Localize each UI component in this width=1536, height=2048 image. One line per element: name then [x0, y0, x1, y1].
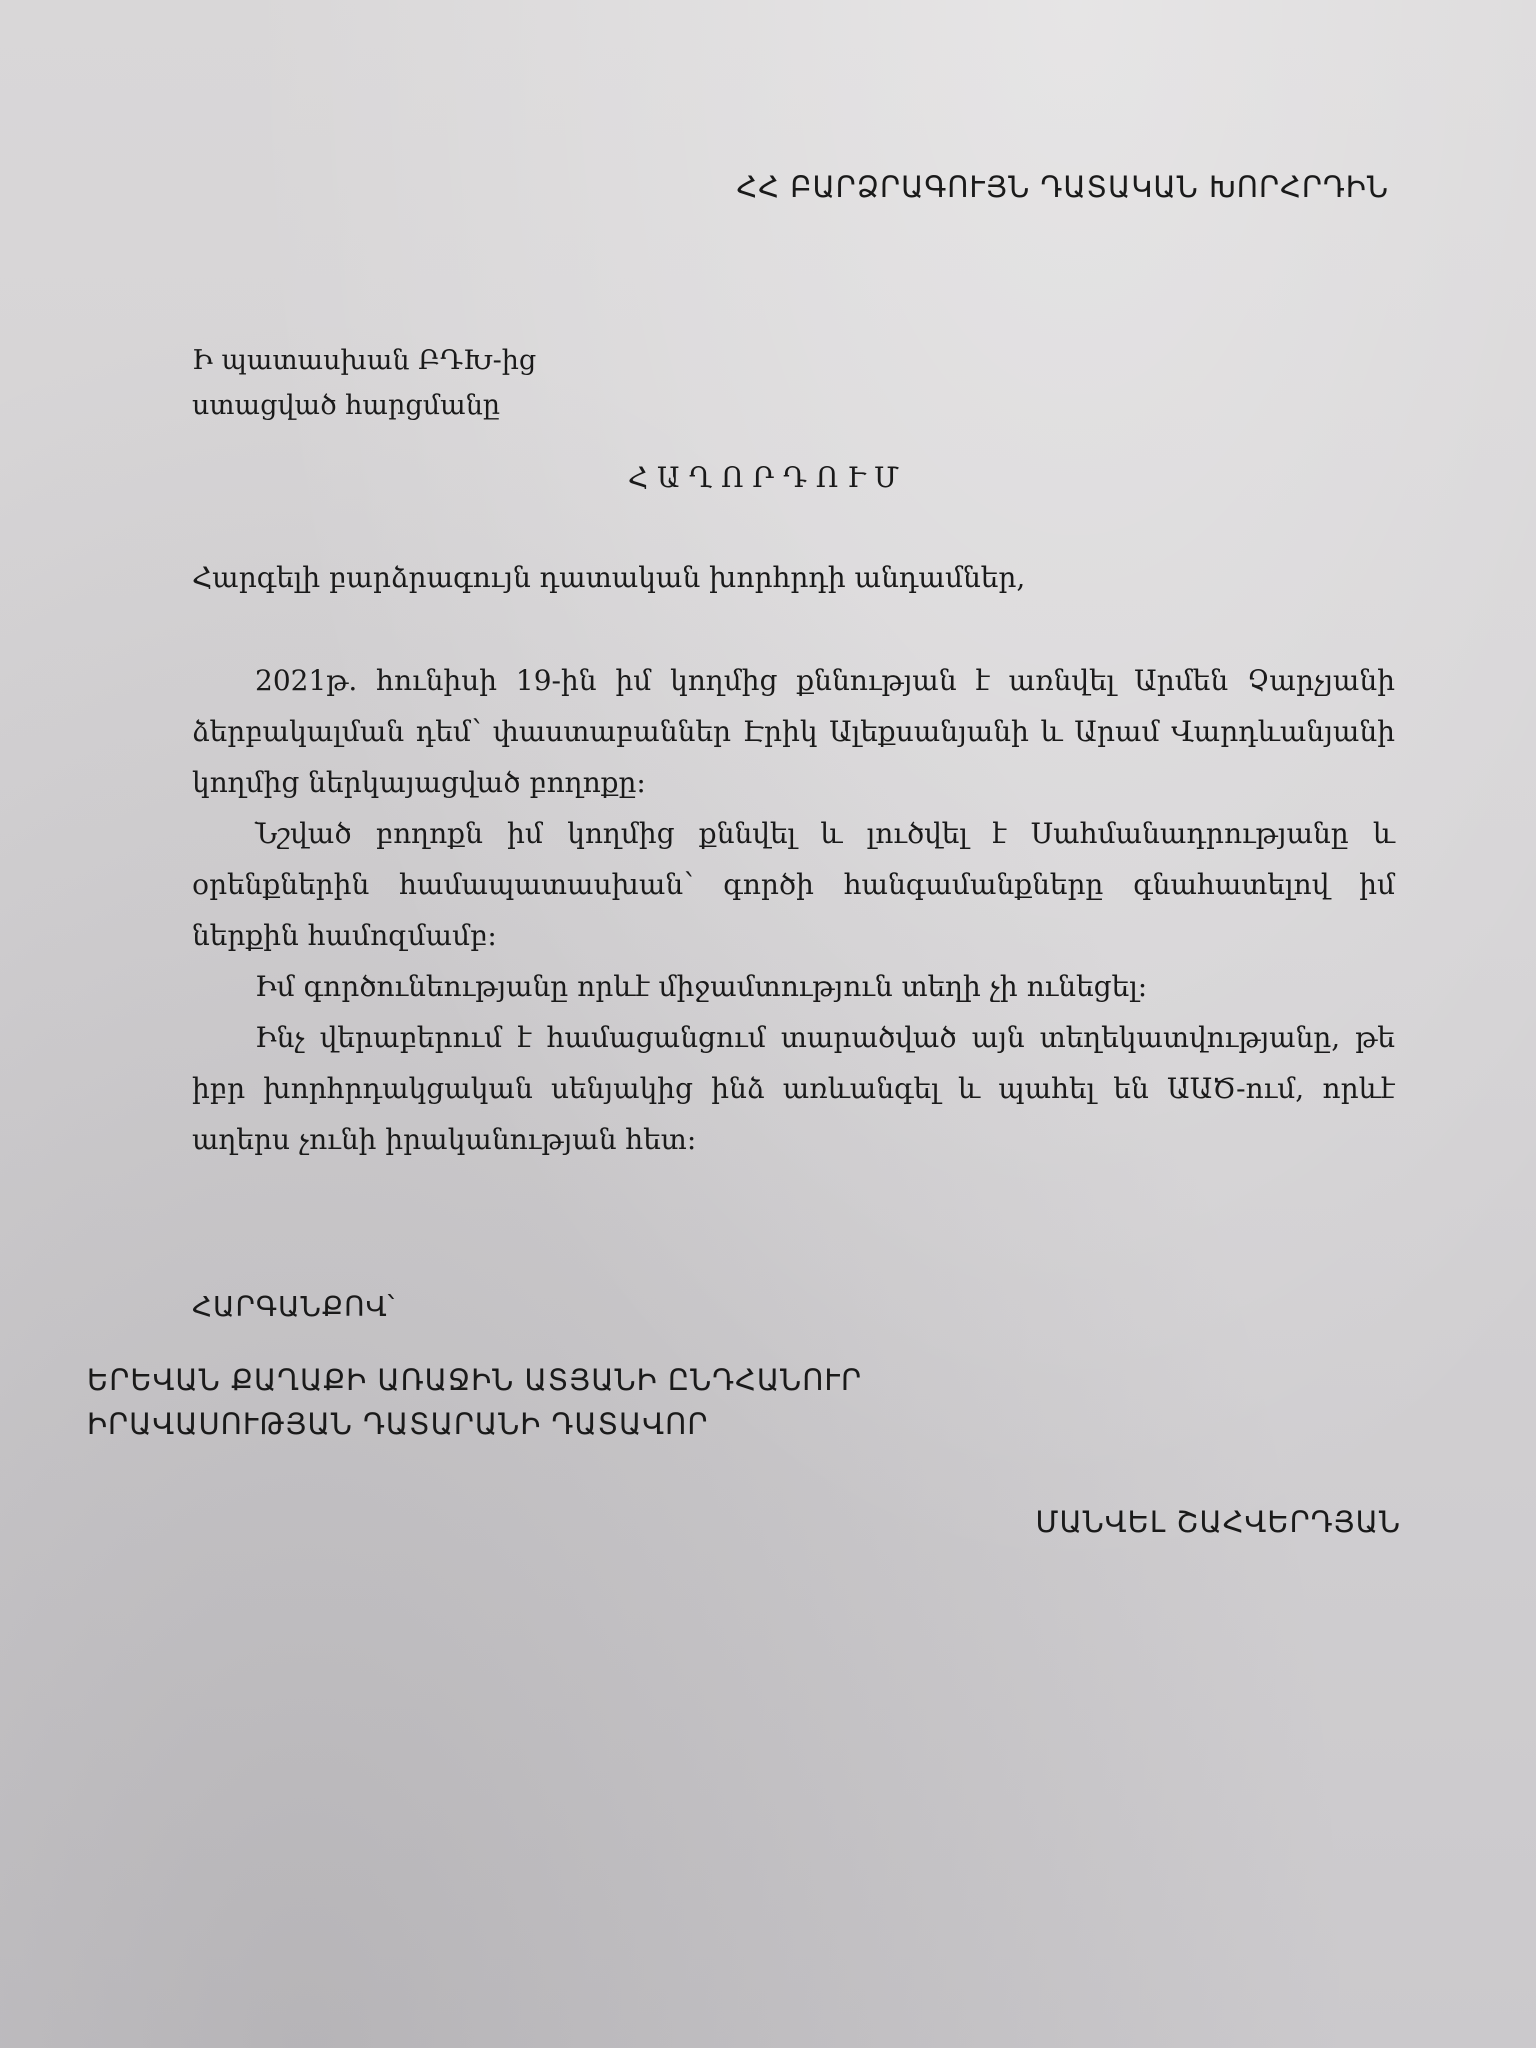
body-paragraph: [192, 808, 1395, 961]
paragraph-text: Իմ գործունեությանը որևէ միջամտություն տեղի չի ունեցել:: [255, 970, 1148, 1003]
document-title: ՀԱՂՈՐԴՈՒՄ: [627, 461, 909, 494]
signer-name: ՄԱՆՎԵԼ ՇԱՀՎԵՐԴՅԱՆ: [1035, 1505, 1401, 1539]
signer-position-line-2: ԻՐԱՎԱՍՈՒԹՅԱՆ ԴԱՏԱՐԱՆԻ ԴԱՏԱՎՈՐ: [87, 1407, 709, 1441]
addressee-heading: ՀՀ ԲԱՐՁՐԱԳՈՒՅՆ ԴԱՏԱԿԱՆ ԽՈՐՀՐԴԻՆ: [736, 170, 1389, 204]
body-paragraph: [192, 1012, 1395, 1165]
signer-position-line-1: ԵՐԵՎԱՆ ՔԱՂԱՔԻ ԱՌԱՋԻՆ ԱՏՅԱՆԻ ԸՆԴՀԱՆՈՒՐ: [87, 1363, 863, 1397]
closing-phrase: ՀԱՐԳԱՆՔՈՎ՝: [192, 1290, 396, 1323]
paragraph-text: Ինչ վերաբերում է համացանցում տարածված այն տեղեկատվությանը, թե իբր խորհրդակցական սենյակից ինձ առևանգել և պահել են ԱԱԾ-ում, որևէ աղերս չունի իրականության հետ:: [192, 1021, 1395, 1156]
paragraph-text: 2021թ. հունիսի 19-ին իմ կողմից քննության է առնվել Արմեն Չարչյանի ձերբակալման դեմ՝ փաստաբաններ Էրիկ Ալեքսանյանի և Արամ Վարդևանյանի կողմից ներկայացված բողոքը:: [192, 664, 1395, 799]
body-paragraph: [192, 961, 1395, 1012]
reference-note: [192, 338, 536, 428]
paragraph-text: Նշված բողոքն իմ կողմից քննվել և լուծվել է Սահմանադրությանը և օրենքներին համապատասխան՝ գործի հանգամանքները գնահատելով իմ ներքին համոզմամբ:: [192, 817, 1395, 952]
salutation: Հարգելի բարձրագույն դատական խորհրդի անդամներ,: [192, 561, 1026, 594]
reference-line-1: Ի պատասխան ԲԴԽ-ից: [192, 345, 537, 376]
body-paragraph: [192, 655, 1395, 808]
reference-line-2: ստացված հարցմանը: [192, 390, 501, 421]
signer-position: [87, 1358, 862, 1446]
